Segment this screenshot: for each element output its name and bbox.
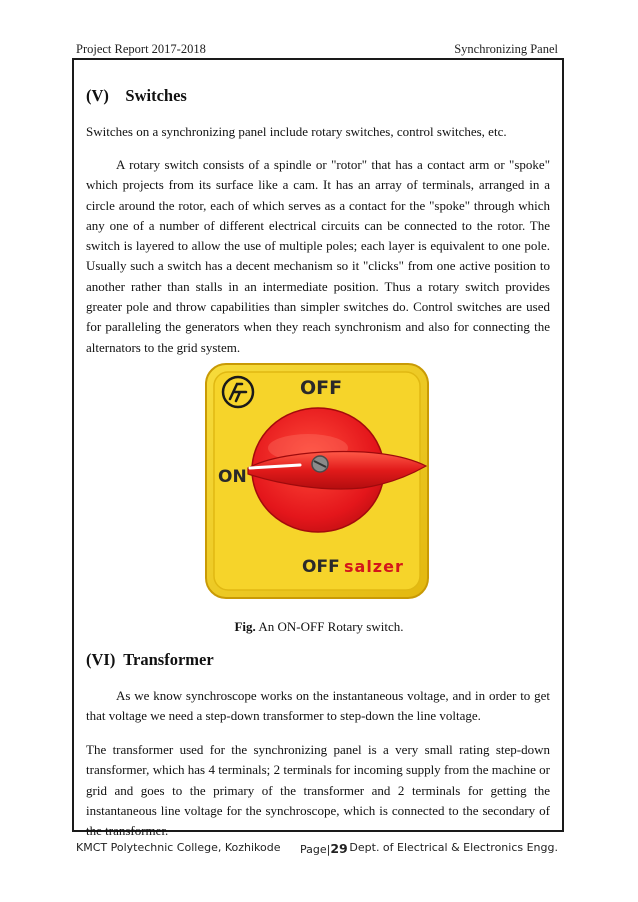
header-right: Synchronizing Panel (454, 42, 558, 56)
paragraph-rotary-switch: A rotary switch consists of a spindle or "rotor" that has a contact arm or "spoke" which projects from its surface like a cam. It has an array of terminals, arranged in a circle around the rotor, each of which serves as a contact for the "spoke" through which any one of a number of different electrical circuits can be connected to the rotor. The switch is layered to allow the use of multiple poles; each layer is equivalent to one pole. Usually such a switch has a decent mechanism so it "clicks" from one active position to another rather than stalls in an intermediate position. Thus a rotary switch provides greater pole and throw capabilities than simpler switches do. Control switches are used for paralleling the generators when they reach synchronism and also for connecting the alternators to the grid system. (86, 157, 550, 355)
page-number: 29 (330, 841, 348, 856)
footer-left: KMCT Polytechnic College, Kozhikode (76, 841, 281, 854)
paragraph-switches-intro: Switches on a synchronizing panel include rotary switches, control switches, etc. (86, 124, 507, 139)
section-heading-transformer: (VI) Transformer (86, 650, 214, 669)
page-label: Page| (300, 843, 331, 856)
paragraph-transformer-detail: The transformer used for the synchronizing panel is a very small rating step-down transformer, which has 4 terminals; 2 terminals for incoming supply from the machine or grid and goes to the primary of the transformer and 2 terminals for getting the instantaneous line voltage for the synchroscope, which is connected to the secondary of the transformer. (86, 742, 550, 839)
paragraph-transformer-intro: As we know synchroscope works on the instantaneous voltage, and in order to get that voltage we need a step-down transformer to step-down the line voltage. (86, 688, 550, 724)
footer-right: Dept. of Electrical & Electronics Engg. (349, 841, 558, 854)
footer-page (300, 841, 348, 856)
caption-text: An ON-OFF Rotary switch. (255, 619, 404, 634)
label-off-top: OFF (300, 377, 343, 399)
section-heading-switches: (V) Switches (86, 86, 187, 105)
rotary-switch-figure (204, 362, 430, 600)
label-on: ON (218, 467, 247, 487)
header-left: Project Report 2017-2018 (76, 42, 206, 56)
label-off-bottom: OFF (302, 557, 340, 577)
figure-caption (0, 619, 638, 635)
caption-prefix: Fig. (234, 619, 256, 634)
brand-logo: salzer (344, 557, 404, 576)
